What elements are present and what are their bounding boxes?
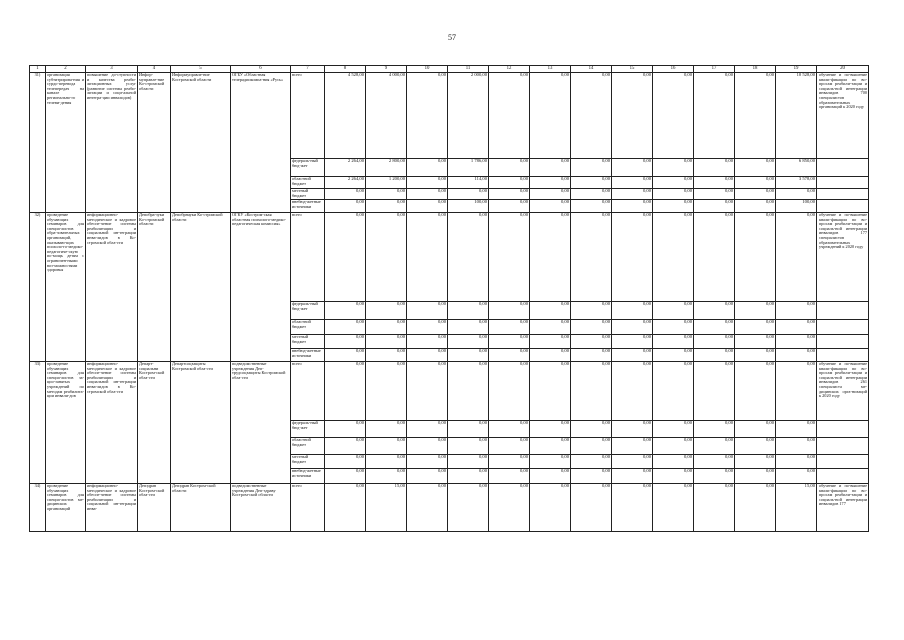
amount-cell: 0,00 [612, 455, 653, 469]
amount-cell: 0,00 [612, 302, 653, 320]
expected-result: обучение и по-вышение квали-фикации по во-просам реабили-тации и социаль-ной интеграции инвалидов 700 специалистов образовательных организаций к 2020 году [817, 73, 869, 159]
amount-cell: 0,00 [653, 349, 694, 362]
amount-cell: 0,00 [653, 455, 694, 469]
amount-cell: 0,00 [325, 455, 366, 469]
amount-cell: 0,00 [489, 302, 530, 320]
column-header: 12 [489, 66, 530, 73]
expected-result-empty [817, 302, 869, 320]
amount-cell: 0,00 [653, 177, 694, 189]
amount-cell: 0,00 [653, 320, 694, 335]
amount-cell: 0,00 [325, 320, 366, 335]
chief-administrator: Информуправле-ние Костромской области [171, 73, 231, 213]
expected-result: обучение и по-вышение квали-фикации по во-просам реабили-тации и социаль-ной интеграции инвалидов 177 [817, 484, 869, 532]
expected-result-empty [817, 421, 869, 438]
amount-cell: 1 786,00 [448, 159, 489, 177]
event-goal: информационно-методическое и кадровое обеспе-чение системы реабилитации и социальной ин-теграции инва-лидов в Ко-стромской обла-сти [86, 213, 138, 362]
amount-cell: 0,00 [530, 189, 571, 200]
amount-cell: 0,00 [325, 200, 366, 213]
amount-cell: 0,00 [448, 484, 489, 532]
amount-cell: 0,00 [489, 177, 530, 189]
row-number: 31) [30, 73, 46, 213]
chief-administrator: Департсоцзащиты Костромской обла-сти [171, 362, 231, 484]
amount-cell: 2 000,00 [448, 73, 489, 159]
amount-cell: 0,00 [366, 438, 407, 455]
amount-cell: 0,00 [612, 438, 653, 455]
expected-result-empty [817, 177, 869, 189]
amount-cell: 0,00 [366, 469, 407, 484]
amount-cell: 0,00 [735, 200, 776, 213]
expected-result-empty [817, 200, 869, 213]
amount-cell: 2 264,00 [325, 177, 366, 189]
amount-cell: 0,00 [407, 438, 448, 455]
amount-cell: 0,00 [448, 438, 489, 455]
amount-cell: 0,00 [407, 73, 448, 159]
amount-cell: 0,00 [530, 438, 571, 455]
column-header: 14 [571, 66, 612, 73]
amount-cell: 1 200,00 [366, 177, 407, 189]
funding-source: местный бюджет [291, 189, 325, 200]
expected-result-empty [817, 189, 869, 200]
amount-cell: 0,00 [694, 213, 735, 302]
amount-cell: 0,00 [653, 421, 694, 438]
amount-cell: 0,00 [612, 335, 653, 349]
amount-cell: 0,00 [325, 302, 366, 320]
amount-cell: 0,00 [735, 362, 776, 421]
amount-cell: 0,00 [571, 484, 612, 532]
amount-cell: 100,00 [448, 200, 489, 213]
column-header: 7 [291, 66, 325, 73]
expected-result-empty [817, 159, 869, 177]
amount-cell: 0,00 [407, 302, 448, 320]
amount-cell: 0,00 [694, 302, 735, 320]
executor: ОГБУ «Областная телерадиокомпа-ния «Русь» [231, 73, 291, 213]
column-header: 5 [171, 66, 231, 73]
amount-cell: 0,00 [694, 362, 735, 421]
expected-result-empty [817, 320, 869, 335]
funding-source: областной бюджет [291, 177, 325, 189]
amount-cell: 0,00 [489, 320, 530, 335]
amount-cell: 0,00 [571, 189, 612, 200]
amount-cell: 0,00 [735, 421, 776, 438]
amount-cell: 0,00 [653, 302, 694, 320]
column-header: 3 [86, 66, 138, 73]
funding-source: внебюд-жетные источники [291, 200, 325, 213]
amount-cell: 0,00 [325, 469, 366, 484]
header-row [30, 66, 869, 73]
column-header: 17 [694, 66, 735, 73]
amount-cell: 0,00 [612, 200, 653, 213]
amount-cell: 0,00 [530, 159, 571, 177]
row-number: 34) [30, 484, 46, 532]
amount-cell: 0,00 [694, 349, 735, 362]
amount-cell: 0,00 [366, 302, 407, 320]
amount-cell: 0,00 [612, 189, 653, 200]
column-header: 16 [653, 66, 694, 73]
event-name: организация субтитрирова-ния и сурдо-перевода телепередач на канале регионально-го телеви-дения [46, 73, 86, 213]
amount-cell: 0,00 [653, 469, 694, 484]
page-number: 57 [448, 33, 456, 42]
amount-cell: 0,00 [530, 421, 571, 438]
amount-cell: 0,00 [735, 455, 776, 469]
amount-cell: 0,00 [448, 320, 489, 335]
amount-cell: 0,00 [653, 362, 694, 421]
amount-cell: 15,00 [366, 484, 407, 532]
amount-cell: 0,00 [776, 213, 817, 302]
amount-cell: 0,00 [489, 455, 530, 469]
funding-source: областной бюджет [291, 320, 325, 335]
amount-cell: 0,00 [653, 73, 694, 159]
amount-cell: 0,00 [735, 189, 776, 200]
amount-cell: 0,00 [735, 349, 776, 362]
funding-source: федераль-ный бюд-жет [291, 421, 325, 438]
amount-cell: 0,00 [694, 189, 735, 200]
responsible-executor: Депздрав Костром-ской обла-сти [138, 484, 171, 532]
executor: подведомственные учреждения Деп-здраву Костром-ской области [231, 484, 291, 532]
event-name: проведение обучающих семинаров для специа-листов ме-дицинских организаций [46, 484, 86, 532]
column-header: 4 [138, 66, 171, 73]
amount-cell: 0,00 [612, 73, 653, 159]
amount-cell: 0,00 [448, 362, 489, 421]
amount-cell: 0,00 [735, 302, 776, 320]
amount-cell: 0,00 [489, 189, 530, 200]
funding-source: всего [291, 213, 325, 302]
amount-cell: 0,00 [407, 349, 448, 362]
amount-cell: 0,00 [694, 469, 735, 484]
amount-cell: 0,00 [407, 469, 448, 484]
amount-cell: 0,00 [653, 189, 694, 200]
amount-cell: 0,00 [489, 159, 530, 177]
amount-cell: 0,00 [530, 335, 571, 349]
table-row [30, 213, 869, 302]
amount-cell: 0,00 [776, 302, 817, 320]
amount-cell: 0,00 [407, 189, 448, 200]
amount-cell: 0,00 [571, 469, 612, 484]
amount-cell: 0,00 [776, 320, 817, 335]
amount-cell: 0,00 [694, 73, 735, 159]
amount-cell: 0,00 [366, 335, 407, 349]
executor: ОГКУ «Костром-ская областная психолого-медико-педагогическая комиссия» [231, 213, 291, 362]
amount-cell: 0,00 [448, 335, 489, 349]
funding-source: внебюд-жетные источники [291, 349, 325, 362]
amount-cell: 0,00 [571, 73, 612, 159]
amount-cell: 0,00 [366, 200, 407, 213]
amount-cell: 2 800,00 [366, 159, 407, 177]
amount-cell: 114,00 [448, 177, 489, 189]
program-table [29, 65, 869, 532]
amount-cell: 0,00 [325, 213, 366, 302]
amount-cell: 0,00 [407, 200, 448, 213]
amount-cell: 0,00 [776, 421, 817, 438]
column-header: 6 [231, 66, 291, 73]
amount-cell: 0,00 [530, 302, 571, 320]
column-header: 15 [612, 66, 653, 73]
column-header: 1 [30, 66, 46, 73]
chief-administrator: Депобрнауки Ко-стромской области [171, 213, 231, 362]
funding-source: всего [291, 484, 325, 532]
amount-cell: 0,00 [694, 159, 735, 177]
column-header: 9 [366, 66, 407, 73]
amount-cell: 0,00 [776, 362, 817, 421]
amount-cell: 0,00 [694, 421, 735, 438]
funding-source: местный бюджет [291, 455, 325, 469]
responsible-executor: Департ-социальни Костром-ской обла-сти [138, 362, 171, 484]
column-header: 19 [776, 66, 817, 73]
chief-administrator: Депздрав Костром-ской области [171, 484, 231, 532]
amount-cell: 0,00 [612, 362, 653, 421]
amount-cell: 0,00 [776, 455, 817, 469]
responsible-executor: Депобра-зуки Ко-стромской области [138, 213, 171, 362]
amount-cell: 0,00 [571, 200, 612, 213]
amount-cell: 0,00 [448, 213, 489, 302]
table-row [30, 73, 869, 159]
amount-cell: 0,00 [489, 200, 530, 213]
amount-cell: 0,00 [571, 213, 612, 302]
responsible-executor: Инфор-муправле-ние Ко-стромской области [138, 73, 171, 213]
expected-result-empty [817, 438, 869, 455]
amount-cell: 0,00 [366, 349, 407, 362]
amount-cell: 0,00 [407, 335, 448, 349]
amount-cell: 0,00 [366, 455, 407, 469]
amount-cell: 10 528,00 [776, 73, 817, 159]
expected-result: обучение и по-вышение квали-фикации по во-просам реабили-тации и социаль-ной интеграции инвалидов 177 специалистов образовательных учреждений к 2020 году [817, 213, 869, 302]
amount-cell: 0,00 [694, 200, 735, 213]
amount-cell: 0,00 [612, 484, 653, 532]
amount-cell: 4 528,00 [325, 73, 366, 159]
amount-cell: 0,00 [571, 177, 612, 189]
amount-cell: 0,00 [694, 320, 735, 335]
amount-cell: 0,00 [735, 484, 776, 532]
event-name: проведение обучающих семинаров для специа-листов за-цио-занятых учреждений по методам реабилита-ции инвали-дов [46, 362, 86, 484]
amount-cell: 4 000,00 [366, 73, 407, 159]
column-header: 13 [530, 66, 571, 73]
amount-cell: 0,00 [735, 335, 776, 349]
column-header: 11 [448, 66, 489, 73]
amount-cell: 0,00 [489, 469, 530, 484]
amount-cell: 0,00 [612, 213, 653, 302]
amount-cell: 100,00 [776, 200, 817, 213]
event-goal: повышение до-ступности и качества реаби-литационных услуг (развитие системы реаби-литации и соци-альной интегра-ции инвалидов) [86, 73, 138, 213]
amount-cell: 0,00 [530, 320, 571, 335]
amount-cell: 0,00 [530, 213, 571, 302]
amount-cell: 0,00 [776, 335, 817, 349]
amount-cell: 0,00 [571, 302, 612, 320]
amount-cell: 0,00 [612, 177, 653, 189]
expected-result-empty [817, 349, 869, 362]
amount-cell: 0,00 [653, 484, 694, 532]
event-goal: информационно-методическое и кадровое обеспе-чение системы реабилитации и социальной ин-теграции инва- [86, 484, 138, 532]
amount-cell: 0,00 [448, 189, 489, 200]
amount-cell: 0,00 [530, 200, 571, 213]
amount-cell: 0,00 [530, 73, 571, 159]
funding-source: всего [291, 362, 325, 421]
amount-cell: 0,00 [735, 213, 776, 302]
funding-source: всего [291, 73, 325, 159]
amount-cell: 0,00 [571, 349, 612, 362]
amount-cell: 0,00 [366, 362, 407, 421]
funding-source: местный бюджет [291, 335, 325, 349]
amount-cell: 0,00 [653, 438, 694, 455]
event-name: проведение обучающих семинаров для специа-листов обра-зовательных организаций, оказываю-щих психоло-го-медико-педагогиче-скую по-мощь детям с ограничен-ными воз-можностями здоровья [46, 213, 86, 362]
amount-cell: 0,00 [325, 349, 366, 362]
amount-cell: 0,00 [776, 469, 817, 484]
amount-cell: 0,00 [776, 438, 817, 455]
amount-cell: 0,00 [325, 484, 366, 532]
expected-result-empty [817, 335, 869, 349]
amount-cell: 0,00 [489, 335, 530, 349]
amount-cell: 0,00 [407, 421, 448, 438]
amount-cell: 0,00 [448, 455, 489, 469]
amount-cell: 0,00 [366, 320, 407, 335]
amount-cell: 0,00 [325, 335, 366, 349]
amount-cell: 0,00 [694, 177, 735, 189]
amount-cell: 0,00 [530, 484, 571, 532]
amount-cell: 0,00 [407, 159, 448, 177]
amount-cell: 0,00 [325, 362, 366, 421]
event-goal: информационно-методическое и кадровое обеспе-чение системы реабилитации и социальной ин-теграции инва-лидов в Ко-стромской обла-сти [86, 362, 138, 484]
amount-cell: 0,00 [571, 320, 612, 335]
amount-cell: 0,00 [571, 362, 612, 421]
amount-cell: 0,00 [571, 438, 612, 455]
table-row [30, 484, 869, 532]
amount-cell: 0,00 [448, 302, 489, 320]
amount-cell: 0,00 [530, 455, 571, 469]
amount-cell: 0,00 [325, 438, 366, 455]
amount-cell: 0,00 [407, 484, 448, 532]
amount-cell: 15,00 [776, 484, 817, 532]
amount-cell: 0,00 [489, 484, 530, 532]
amount-cell: 0,00 [489, 213, 530, 302]
amount-cell: 0,00 [735, 159, 776, 177]
amount-cell: 0,00 [530, 362, 571, 421]
amount-cell: 0,00 [735, 177, 776, 189]
column-header: 8 [325, 66, 366, 73]
amount-cell: 0,00 [407, 362, 448, 421]
amount-cell: 0,00 [489, 349, 530, 362]
column-header: 2 [46, 66, 86, 73]
funding-source: федераль-ный бюд-жет [291, 159, 325, 177]
amount-cell: 0,00 [448, 349, 489, 362]
column-header: 10 [407, 66, 448, 73]
amount-cell: 6 850,00 [776, 159, 817, 177]
amount-cell: 0,00 [407, 213, 448, 302]
amount-cell: 0,00 [612, 421, 653, 438]
amount-cell: 0,00 [407, 177, 448, 189]
amount-cell: 0,00 [489, 73, 530, 159]
amount-cell: 0,00 [571, 159, 612, 177]
amount-cell: 0,00 [407, 455, 448, 469]
funding-source: внебюд-жетные источники [291, 469, 325, 484]
amount-cell: 0,00 [489, 438, 530, 455]
amount-cell: 0,00 [366, 213, 407, 302]
expected-result-empty [817, 469, 869, 484]
row-number: 33) [30, 362, 46, 484]
amount-cell: 0,00 [612, 469, 653, 484]
table-row [30, 362, 869, 421]
amount-cell: 0,00 [530, 469, 571, 484]
expected-result-empty [817, 455, 869, 469]
column-header: 18 [735, 66, 776, 73]
amount-cell: 0,00 [653, 213, 694, 302]
amount-cell: 0,00 [571, 335, 612, 349]
amount-cell: 0,00 [776, 189, 817, 200]
amount-cell: 0,00 [653, 335, 694, 349]
amount-cell: 0,00 [694, 484, 735, 532]
executor: подведомственные учреждения Деп-трудсоцзащиты Костромской обла-сти [231, 362, 291, 484]
amount-cell: 0,00 [571, 421, 612, 438]
amount-cell: 0,00 [489, 362, 530, 421]
amount-cell: 0,00 [448, 469, 489, 484]
amount-cell: 0,00 [530, 177, 571, 189]
amount-cell: 0,00 [448, 421, 489, 438]
row-number: 32) [30, 213, 46, 362]
amount-cell: 0,00 [366, 421, 407, 438]
amount-cell: 0,00 [530, 349, 571, 362]
amount-cell: 3 578,00 [776, 177, 817, 189]
expected-result: обучение и по-вышение квали-фикации по во-просам реабили-тации и социаль-ной интеграции инвалидов 261 специалиста ме-дицинских орга-низаций к 2020 году [817, 362, 869, 421]
amount-cell: 0,00 [407, 320, 448, 335]
amount-cell: 0,00 [653, 159, 694, 177]
amount-cell: 0,00 [366, 189, 407, 200]
funding-source: областной бюджет [291, 438, 325, 455]
amount-cell: 0,00 [325, 421, 366, 438]
amount-cell: 0,00 [735, 469, 776, 484]
amount-cell: 0,00 [612, 320, 653, 335]
amount-cell: 0,00 [694, 455, 735, 469]
amount-cell: 0,00 [735, 438, 776, 455]
amount-cell: 0,00 [612, 159, 653, 177]
funding-source: федераль-ный бюд-жет [291, 302, 325, 320]
amount-cell: 0,00 [735, 320, 776, 335]
amount-cell: 0,00 [694, 335, 735, 349]
amount-cell: 0,00 [735, 73, 776, 159]
amount-cell: 0,00 [653, 200, 694, 213]
amount-cell: 0,00 [612, 349, 653, 362]
amount-cell: 0,00 [325, 189, 366, 200]
amount-cell: 2 264,00 [325, 159, 366, 177]
amount-cell: 0,00 [776, 349, 817, 362]
amount-cell: 0,00 [571, 455, 612, 469]
amount-cell: 0,00 [489, 421, 530, 438]
amount-cell: 0,00 [694, 438, 735, 455]
column-header: 20 [817, 66, 869, 73]
